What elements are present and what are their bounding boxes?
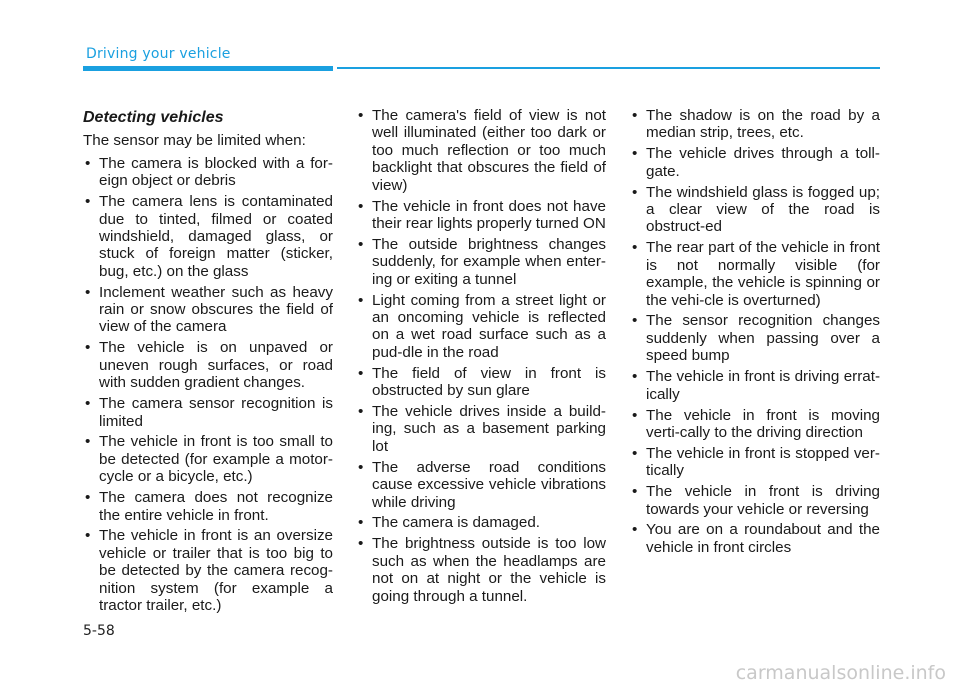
- list-item: • The vehicle in front is driving errat-ically: [630, 368, 880, 403]
- list-item: • The camera does not recognize the entire vehicle in front.: [83, 489, 333, 524]
- header-rule-thick: [83, 66, 333, 71]
- list-item: • The vehicle is on unpaved or uneven rough surfaces, or road with sudden gradient changes.: [83, 339, 333, 391]
- list-item: • The vehicle in front is too small to be detected (for example a motor-cycle or a bicycle, etc.): [83, 433, 333, 485]
- bullet-list-col2: [356, 107, 606, 605]
- header-rule-thin: [337, 67, 880, 69]
- list-item: • The vehicle in front is stopped ver-tically: [630, 445, 880, 480]
- list-item: • The camera lens is contaminated due to tinted, filmed or coated windshield, damaged glass, or stuck of foreign matter (sticker, bug, etc.) on the glass: [83, 193, 333, 280]
- list-item: • The vehicle in front is moving verti-cally to the driving direction: [630, 407, 880, 442]
- column-1: [83, 107, 333, 618]
- list-item: • The windshield glass is fogged up; a clear view of the road is obstruct-ed: [630, 184, 880, 236]
- list-item: • The vehicle in front is an oversize vehicle or trailer that is too big to be detected by the camera recog-nition system (for example a tractor trailer, etc.): [83, 527, 333, 614]
- section-heading: Detecting vehicles: [83, 109, 224, 126]
- list-item: • The vehicle drives through a toll-gate.: [630, 145, 880, 180]
- bullet-list-col3: [630, 107, 880, 556]
- list-item: • The sensor recognition changes suddenly when passing over a speed bump: [630, 312, 880, 364]
- list-item: • The outside brightness changes suddenly, for example when enter-ing or exiting a tunnel: [356, 236, 606, 288]
- watermark: carmanualsonline.info: [735, 662, 946, 684]
- list-item: • The brightness outside is too low such as when the headlamps are not on at night or the vehicle is going through a tunnel.: [356, 535, 606, 605]
- list-item: • The camera is damaged.: [356, 514, 606, 531]
- column-2: [356, 107, 606, 608]
- list-item: • Inclement weather such as heavy rain or snow obscures the field of view of the camera: [83, 284, 333, 336]
- list-item: • You are on a roundabout and the vehicle in front circles: [630, 521, 880, 556]
- column-3: [630, 107, 880, 560]
- page-number: 5-58: [83, 623, 115, 639]
- list-item: • The vehicle drives inside a build-ing, such as a basement parking lot: [356, 403, 606, 455]
- bullet-list-col1: [83, 155, 333, 615]
- list-item: • The camera sensor recognition is limited: [83, 395, 333, 430]
- list-item: • The camera's field of view is not well illuminated (either too dark or too much reflection or too much backlight that obscures the field of view): [356, 107, 606, 194]
- list-item: • The camera is blocked with a for-eign object or debris: [83, 155, 333, 190]
- list-item: • The rear part of the vehicle in front is not normally visible (for example, the vehicle is spinning or the vehi-cle is overturned): [630, 239, 880, 309]
- intro-text: The sensor may be limited when:: [83, 132, 306, 150]
- list-item: • The adverse road conditions cause excessive vehicle vibrations while driving: [356, 459, 606, 511]
- list-item: • The vehicle in front is driving towards your vehicle or reversing: [630, 483, 880, 518]
- list-item: • The shadow is on the road by a median strip, trees, etc.: [630, 107, 880, 142]
- section-header: Driving your vehicle: [86, 46, 231, 62]
- list-item: • Light coming from a street light or an oncoming vehicle is reflected on a wet road surface such as a pud-dle in the road: [356, 292, 606, 362]
- list-item: • The vehicle in front does not have their rear lights properly turned ON: [356, 198, 606, 233]
- list-item: • The field of view in front is obstructed by sun glare: [356, 365, 606, 400]
